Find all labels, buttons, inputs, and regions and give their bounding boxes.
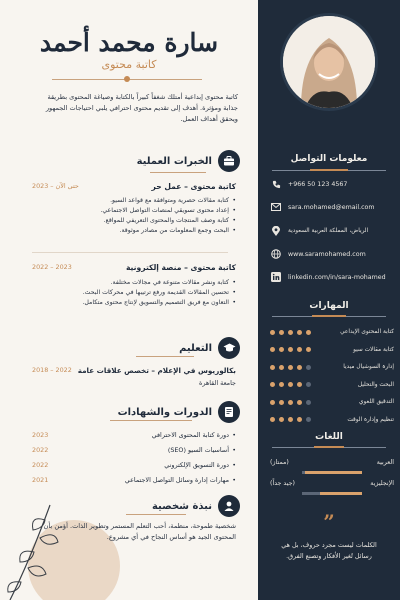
section-underline <box>110 420 192 421</box>
contact-item[interactable] <box>270 180 394 189</box>
quote-mark-icon: ” <box>323 510 335 534</box>
rating-dot <box>306 382 311 387</box>
rating-dot <box>306 417 311 422</box>
about-text: شخصية طموحة، منظمة، أحب التعلم المستمر وتطوير الذات. أؤمن بأن المحتوى الجيد هو أساس النجاح في أي مشروع. <box>43 522 236 541</box>
rating-dot <box>279 347 284 352</box>
language-name: الإنجليزية <box>370 480 394 487</box>
contact-email: sara.mohamed@email.com <box>288 203 375 211</box>
globe-icon <box>270 249 282 259</box>
rating-dot <box>297 400 302 405</box>
language-bar <box>302 492 362 495</box>
language-item <box>270 459 394 466</box>
section-underline <box>136 356 194 357</box>
sidebar <box>258 0 400 600</box>
divider-dot <box>124 76 130 82</box>
skill-name: تنظيم وإدارة الوقت <box>347 416 394 423</box>
rating-dot <box>297 382 302 387</box>
list-item: • كتابة مقالات حصرية ومتوافقة مع قواعد السيو. <box>36 196 236 206</box>
contact-linkedin: linkedin.com/in/sara-mohamed <box>288 273 386 281</box>
email-icon <box>270 203 282 211</box>
skill-rating <box>270 330 311 335</box>
rating-dot <box>288 330 293 335</box>
linkedin-icon <box>270 272 282 282</box>
job-title: كاتبة محتوى – عمل حر <box>151 182 236 191</box>
rating-dot <box>306 330 311 335</box>
rating-dot <box>306 347 311 352</box>
certificate-icon <box>218 401 240 423</box>
skill-name: التدقيق اللغوي <box>359 399 394 405</box>
job-bullets <box>36 278 236 308</box>
rating-dot <box>279 330 284 335</box>
contact-phone: +966 50 123 4567 <box>288 181 348 188</box>
job-role: كاتبة محتوى <box>101 58 157 71</box>
list-item <box>32 446 236 454</box>
course-name: • دورة كتابة المحتوى الاحترافي <box>152 431 236 439</box>
contact-title: معلومات التواصل <box>290 154 368 164</box>
section-title: الخبرات العملية <box>136 155 212 167</box>
skill-item <box>270 329 394 335</box>
section-title: التعليم <box>179 342 212 354</box>
section-title: الدورات والشهادات <box>117 406 212 418</box>
degree-title: بكالوريوس في الإعلام – تخصص علاقات عامة <box>77 366 236 375</box>
languages-title: اللغات <box>315 432 343 442</box>
language-level: (جيد جداً) <box>270 480 295 487</box>
skill-item <box>270 364 394 370</box>
course-name: • مهارات إدارة وسائل التواصل الاجتماعي <box>125 476 236 484</box>
briefcase-icon <box>218 150 240 172</box>
rating-dot <box>306 365 311 370</box>
list-item <box>32 461 236 469</box>
rating-dot <box>279 400 284 405</box>
rating-dot <box>270 347 275 352</box>
skill-rating <box>270 382 311 387</box>
phone-icon <box>270 180 282 189</box>
list-item: • كتابة وصف المنتجات والمحتوى التعريفي للمواقع. <box>36 216 236 226</box>
language-bar <box>302 471 362 474</box>
contact-item[interactable] <box>270 249 394 259</box>
person-name: سارة محمد أحمد <box>39 28 219 57</box>
section-underline <box>150 172 206 173</box>
list-item <box>32 476 236 484</box>
section-underline <box>126 514 186 515</box>
course-name: • أساسيات السيو (SEO) <box>168 446 236 454</box>
leaf-decoration-icon <box>0 500 70 600</box>
language-bar-fill <box>320 492 362 495</box>
course-year: 2022 <box>32 446 49 454</box>
section-title: نبذة شخصية <box>151 500 212 512</box>
skill-item <box>270 417 394 423</box>
rating-dot <box>288 417 293 422</box>
quote-text: الكلمات ليست مجرد حروف، بل هي رسائل تُغير الأفكار وتصنع الفرق. <box>281 541 377 560</box>
skill-rating <box>270 417 311 422</box>
language-level: (ممتاز) <box>270 459 289 466</box>
rating-dot <box>297 365 302 370</box>
skill-item <box>270 382 394 388</box>
job-date: 2022 – 2023 <box>32 263 72 271</box>
location-icon <box>270 226 282 236</box>
skill-rating <box>270 365 311 370</box>
rating-dot <box>270 417 275 422</box>
profile-photo <box>283 16 375 108</box>
divider <box>32 252 228 253</box>
job-bullets <box>36 196 236 236</box>
rating-dot <box>297 330 302 335</box>
section-experience-header <box>137 150 240 172</box>
degree-date: 2018 – 2022 <box>32 366 72 374</box>
skill-name: إدارة السوشيال ميديا <box>343 364 394 370</box>
job-date: 2023 – حتى الآن <box>32 182 79 190</box>
skill-name: كتابة المحتوى الإبداعي <box>340 329 394 335</box>
rating-dot <box>279 417 284 422</box>
skill-rating <box>270 400 311 405</box>
skill-item <box>270 399 394 405</box>
skill-item <box>270 347 394 353</box>
rating-dot <box>288 347 293 352</box>
person-icon <box>218 495 240 517</box>
contact-item <box>270 226 394 236</box>
rating-dot <box>270 365 275 370</box>
rating-dot <box>270 330 275 335</box>
contact-item[interactable] <box>270 272 394 282</box>
course-year: 2023 <box>32 431 49 439</box>
rating-dot <box>288 382 293 387</box>
skills-title: المهارات <box>309 301 349 311</box>
list-item: • كتابة ونشر مقالات متنوعة في مجالات مختلفة. <box>36 278 236 288</box>
rating-dot <box>270 400 275 405</box>
school-name: جامعة القاهرة <box>198 379 236 387</box>
divider-accent <box>314 446 344 448</box>
language-item <box>270 480 394 487</box>
course-year: 2022 <box>32 461 49 469</box>
language-name: العربية <box>376 459 394 466</box>
list-item: • التعاون مع فريق التصميم والتسويق لإنتاج محتوى متكامل. <box>36 298 236 308</box>
rating-dot <box>288 365 293 370</box>
rating-dot <box>297 347 302 352</box>
contact-location: الرياض، المملكة العربية السعودية <box>288 228 369 234</box>
skill-rating <box>270 347 311 352</box>
course-name: • دورة التسويق الإلكتروني <box>164 461 236 469</box>
graduation-cap-icon <box>218 337 240 359</box>
list-item: • تحسين المقالات القديمة ورفع ترتيبها في محركات البحث. <box>36 288 236 298</box>
divider-accent <box>312 315 346 317</box>
list-item <box>32 431 236 439</box>
list-item: • إعداد محتوى تسويقي لمنصات التواصل الاجتماعي. <box>36 206 236 216</box>
rating-dot <box>306 400 311 405</box>
skill-name: البحث والتحليل <box>357 381 394 388</box>
language-bar-fill <box>305 471 362 474</box>
skill-name: كتابة مقالات سيو <box>353 346 394 353</box>
job-title: كاتبة محتوى – منصة إلكترونية <box>125 263 236 272</box>
contact-website: www.saramohamed.com <box>288 250 366 258</box>
contact-item[interactable] <box>270 203 394 211</box>
rating-dot <box>297 417 302 422</box>
list-item: • البحث وجمع المعلومات من مصادر موثوقة. <box>36 226 236 236</box>
rating-dot <box>279 382 284 387</box>
course-year: 2021 <box>32 476 49 484</box>
rating-dot <box>279 365 284 370</box>
rating-dot <box>270 382 275 387</box>
intro-text: كاتبة محتوى إبداعية أمتلك شغفاً كبيراً بالكتابة وصياغة المحتوى بطريقة جذابة ومؤثرة. أهدف إلى تقديم محتوى احترافي يلبي احتياجات الجمهور ويحقق أهداف العمل. <box>45 93 238 123</box>
rating-dot <box>288 400 293 405</box>
divider-accent <box>310 169 348 171</box>
